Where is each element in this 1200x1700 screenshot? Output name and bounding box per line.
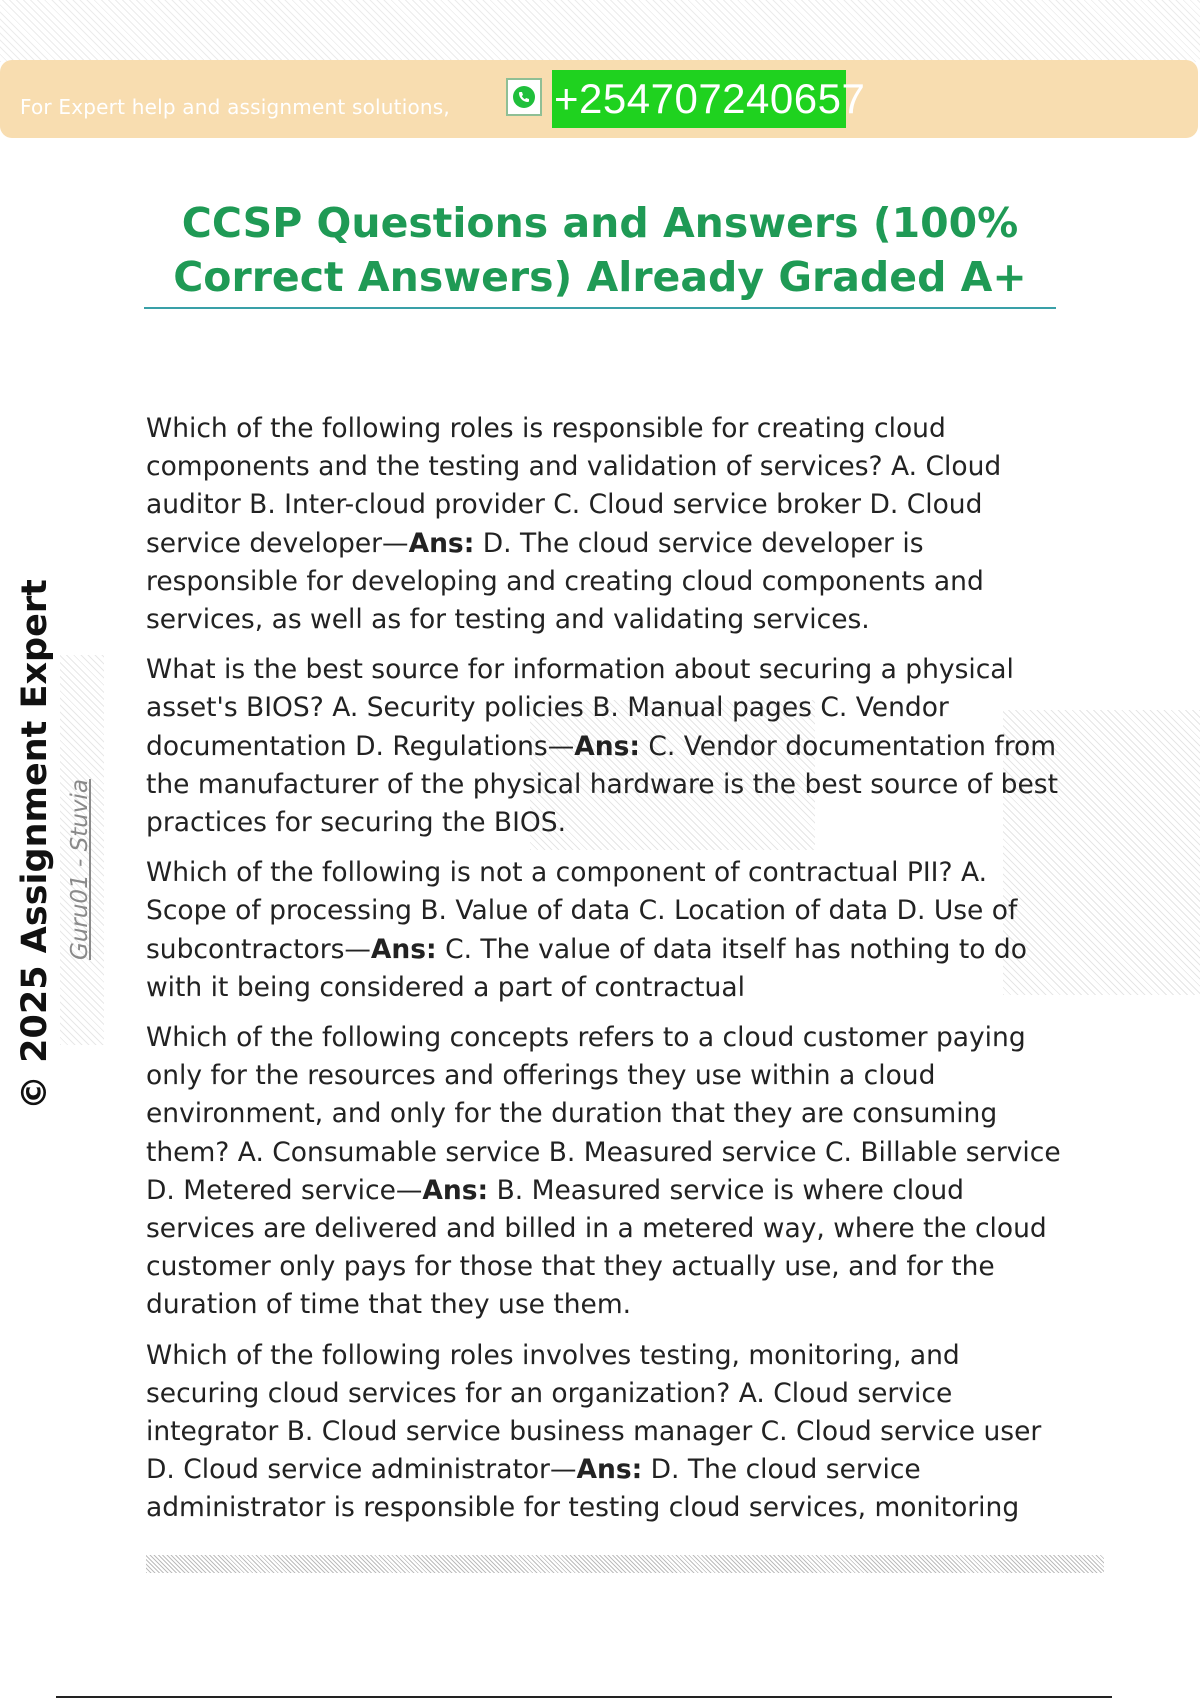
watermark-text: Guru01 - Stuvia (67, 779, 93, 960)
qa-item (146, 854, 1066, 1007)
question-text: Which of the following roles is responsible for creating cloud components and the testing and validation of services? A. Cloud auditor B. Inter-cloud provider C. Cloud service broker D. Cloud service developer— (146, 413, 1002, 559)
answer-label: Ans: (576, 1454, 643, 1486)
answer-label: Ans: (574, 730, 640, 762)
answer-label: Ans: (422, 1174, 489, 1206)
qa-item (146, 651, 1066, 842)
title-line-1: CCSP Questions and Answers (100% (181, 199, 1019, 247)
bottom-hatch-decoration (146, 1555, 1104, 1573)
question-text: Which of the following is not a component of contractual PII? A. Scope of processing B. Value of data C. Location of data D. Use of subcontractors— (146, 857, 1018, 965)
copyright-text: © 2025 Assignment Expert (15, 579, 55, 1110)
phone-number-link[interactable]: +254707240657 (552, 70, 846, 128)
qa-item (146, 410, 1066, 639)
footer-rule (56, 1696, 1112, 1698)
answer-text: C. Vendor documentation from the manufacturer of the physical hardware is the best source of best practices for securing the BIOS. (146, 730, 1058, 839)
qa-content (146, 410, 1066, 1540)
banner-text: For Expert help and assignment solutions, (20, 95, 450, 119)
answer-text: D. The cloud service developer is responsible for developing and creating cloud components and services, as well as for testing and validating services. (146, 527, 984, 636)
question-text: Which of the following roles involves testing, monitoring, and securing cloud services for an organization? A. Cloud service integrator B. Cloud service business manager C. Cloud service user D. Cloud service administrator— (146, 1339, 1042, 1486)
whatsapp-icon-circle (513, 86, 535, 108)
title-underline (144, 307, 1056, 309)
question-text: What is the best source for information about securing a physical asset's BIOS? A. Security policies B. Manual pages C. Vendor documentation D. Regulations— (146, 654, 1014, 762)
phone-handset-icon (517, 90, 531, 104)
page-title (144, 196, 1056, 304)
question-text: Which of the following concepts refers to a cloud customer paying only for the resources and offerings they use within a cloud environment, and only for the duration that they are consuming them? A. Consumable service B. Measured service C. Billable service D. Metered service— (146, 1022, 1061, 1206)
title-line-2: Correct Answers) Already Graded A+ (173, 253, 1027, 301)
qa-item (146, 1019, 1066, 1325)
answer-label: Ans: (370, 933, 437, 965)
whatsapp-icon[interactable] (506, 78, 542, 116)
answer-text: B. Measured service is where cloud services are delivered and billed in a metered way, where the cloud customer only pays for those that they actually use, and for the duration of time that they use them. (146, 1174, 1047, 1321)
qa-item (146, 1337, 1066, 1528)
answer-label: Ans: (408, 527, 475, 559)
top-hatch-decoration (0, 0, 1200, 62)
answer-text: C. The value of data itself has nothing to do with it being considered a part of contractual (146, 933, 1027, 1003)
answer-text: D. The cloud service administrator is responsible for testing cloud services, monitoring (146, 1454, 1020, 1524)
